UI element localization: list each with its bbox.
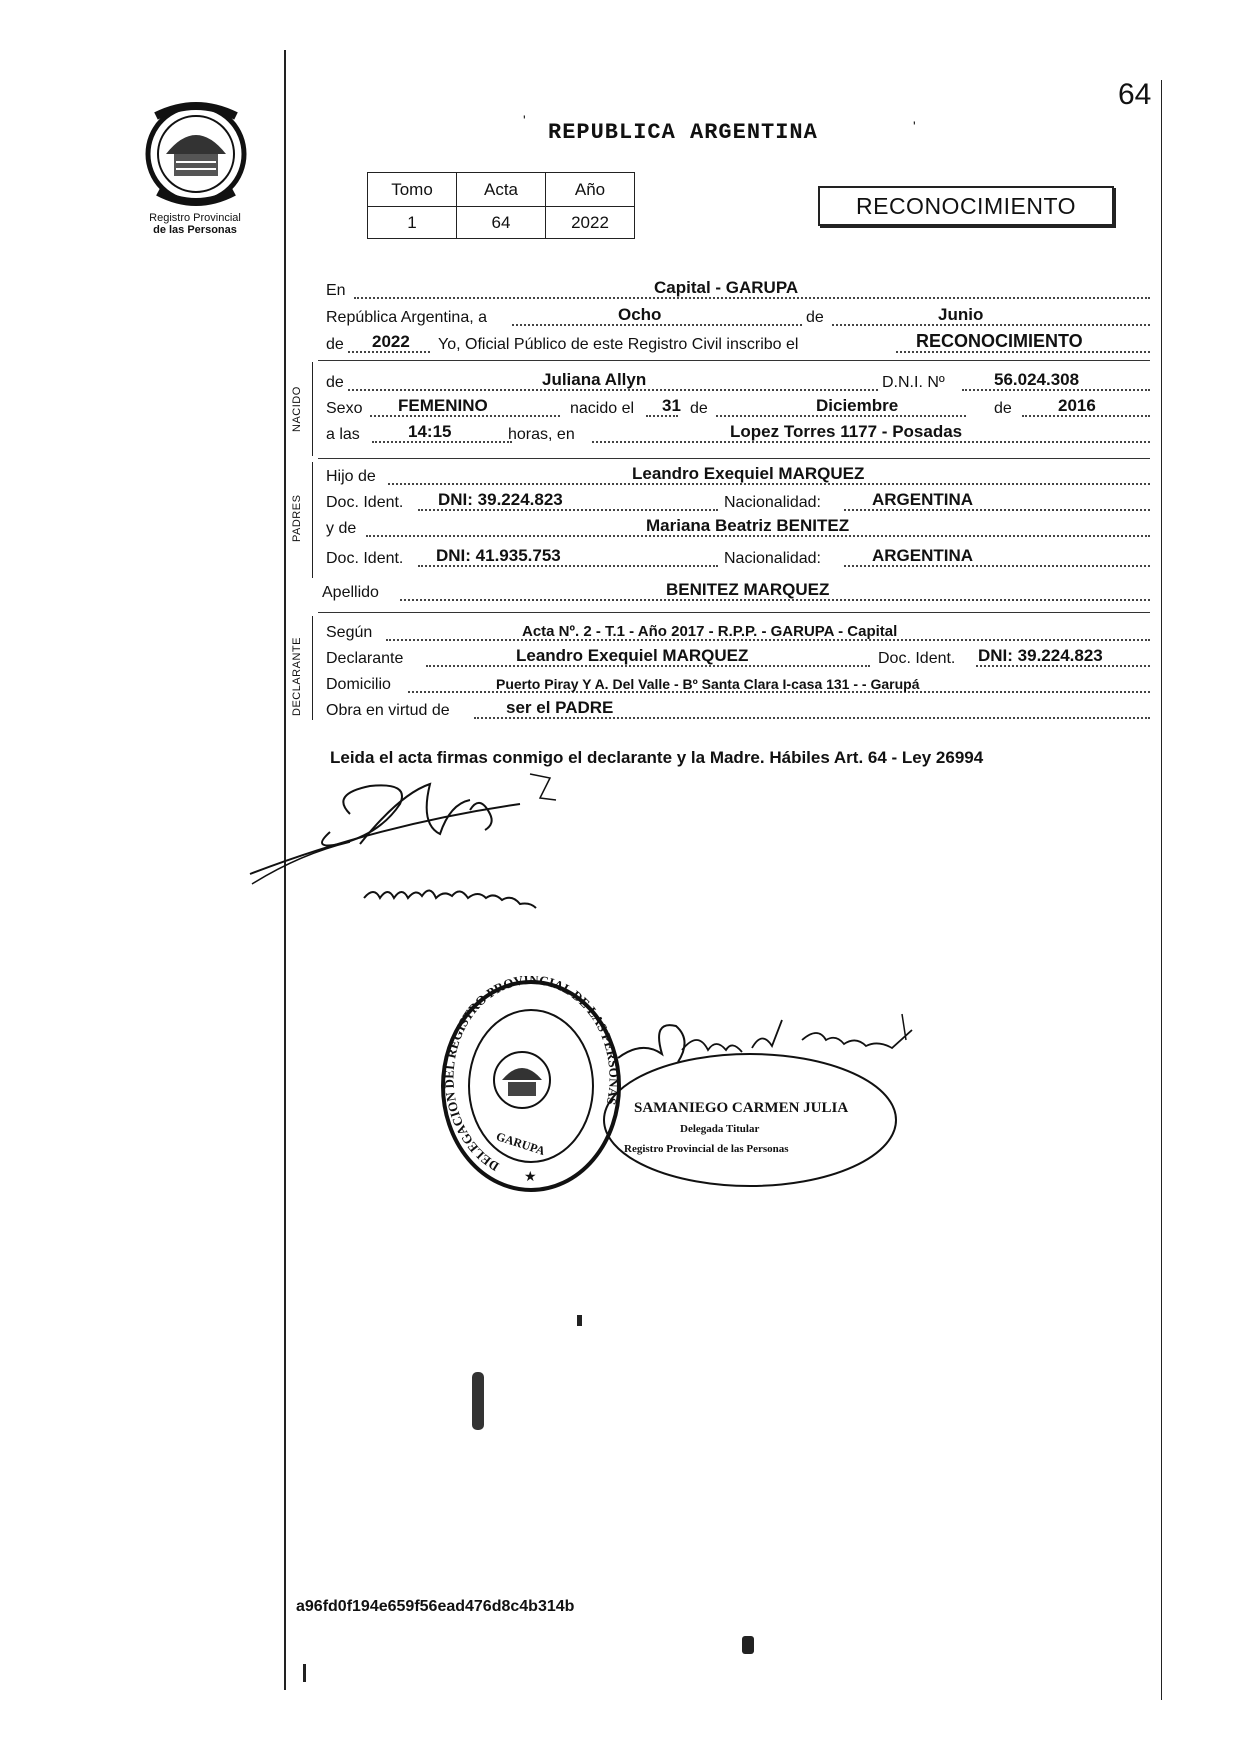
row-obra (326, 696, 1150, 722)
doc-ident-label: Doc. Ident. (326, 550, 404, 567)
stamp-locality: GARUPA (494, 1129, 547, 1159)
official-name: SAMANIEGO CARMEN JULIA (634, 1100, 849, 1116)
nacido-anio: 2016 (1058, 396, 1096, 415)
row-padre-doc (326, 488, 1150, 514)
declarante-nombre: Leandro Exequiel MARQUEZ (516, 646, 749, 665)
horas-en-label: horas, en (508, 426, 575, 443)
logo-caption (122, 212, 268, 236)
mother-signature (360, 868, 580, 918)
madre-nombre: Mariana Beatriz BENITEZ (646, 516, 850, 535)
declarante-doc: DNI: 39.224.823 (978, 646, 1103, 665)
section-divider (318, 612, 1150, 613)
official-signature (612, 1010, 922, 1080)
page-number: 64 (1118, 78, 1152, 111)
segun-value: Acta Nº. 2 - T.1 - Año 2017 - R.P.P. - GARUPA - Capital (522, 623, 898, 640)
segun-label: Según (326, 624, 373, 641)
row-nacido-nombre (326, 368, 1150, 394)
section-bracket (312, 462, 313, 578)
nacido-dni: 56.024.308 (994, 370, 1080, 389)
tomo-value: 1 (368, 207, 457, 239)
row-segun (326, 618, 1150, 644)
nacido-el-label: nacido el (570, 400, 635, 417)
padre-doc: DNI: 39.224.823 (438, 490, 563, 509)
row-madre (326, 514, 1150, 540)
domicilio-label: Domicilio (326, 676, 391, 693)
nacido-dia: 31 (662, 396, 681, 415)
scan-speck (742, 1636, 754, 1654)
sexo-value: FEMENINO (398, 396, 488, 415)
row-declarante (326, 644, 1150, 670)
scan-mark: ' (523, 112, 526, 128)
de-label: de (690, 400, 708, 417)
registry-logo (136, 96, 256, 214)
section-divider (318, 458, 1150, 459)
doc-ident-label: Doc. Ident. (878, 650, 956, 667)
padre-nombre: Leandro Exequiel MARQUEZ (632, 464, 865, 483)
sexo-label: Sexo (326, 400, 363, 417)
padres-side-label: PADRES (291, 494, 303, 542)
svg-text:★: ★ (524, 1168, 537, 1184)
nacido-nombre: Juliana Allyn (542, 370, 647, 389)
apellido-value: BENITEZ MARQUEZ (666, 580, 830, 599)
document-title: REPUBLICA ARGENTINA (548, 120, 818, 145)
row-fecha (326, 303, 1150, 329)
nacido-hora: 14:15 (408, 422, 452, 441)
obra-value: ser el PADRE (506, 698, 614, 717)
row-oficial (326, 330, 1150, 356)
de-label: de (994, 400, 1012, 417)
logo-caption-line2: de las Personas (153, 224, 237, 236)
record-type-box: RECONOCIMIENTO (818, 186, 1114, 226)
declarante-label: Declarante (326, 650, 404, 667)
stamp-ring-text: DELEGACION DEL REGISTRO PROVINCIAL DE LAS PERSONAS (441, 976, 622, 1175)
row-apellido (322, 578, 1150, 604)
registry-round-stamp (436, 976, 626, 1196)
nacido-mes: Diciembre (816, 396, 899, 415)
nacionalidad-label: Nacionalidad: (724, 494, 821, 511)
madre-doc: DNI: 41.935.753 (436, 546, 561, 565)
dni-label: D.N.I. Nº (882, 374, 945, 391)
lugar-value: Capital - GARUPA (654, 278, 799, 297)
domicilio-value: Puerto Piray Y A. Del Valle - Bº Santa Clara I-casa 131 - - Garupá (496, 676, 920, 692)
madre-nacionalidad: ARGENTINA (872, 546, 974, 565)
logo-caption-line1: Registro Provincial (149, 212, 241, 224)
republica-label: República Argentina, a (326, 309, 487, 326)
acta-value: 64 (457, 207, 546, 239)
apellido-label: Apellido (322, 584, 379, 601)
de-label: de (806, 309, 824, 326)
scan-speck (303, 1664, 306, 1682)
official-role: Delegada Titular (680, 1123, 760, 1135)
section-bracket (312, 362, 313, 456)
acta-header: Acta (457, 173, 546, 207)
nacido-lugar: Lopez Torres 1177 - Posadas (730, 422, 963, 441)
row-en (326, 276, 1150, 302)
mes-value: Junio (938, 305, 984, 324)
oficial-text: Yo, Oficial Público de este Registro Civil inscribo el (438, 336, 799, 353)
record-table (367, 172, 635, 239)
de-label: de (326, 374, 344, 391)
nacionalidad-label: Nacionalidad: (724, 550, 821, 567)
official-office: Registro Provincial de las Personas (624, 1143, 789, 1155)
acto-value: RECONOCIMIENTO (916, 331, 1083, 351)
de-anio-label: de (326, 336, 344, 353)
scan-speck (472, 1372, 484, 1430)
en-label: En (326, 282, 346, 299)
scan-mark: ' (913, 118, 916, 134)
obra-label: Obra en virtud de (326, 702, 450, 719)
row-domicilio (326, 670, 1150, 696)
scan-speck (577, 1315, 582, 1326)
row-madre-doc (326, 544, 1150, 570)
y-de-label: y de (326, 520, 357, 537)
row-hora (326, 420, 1150, 446)
right-margin-line (1161, 80, 1162, 1700)
anio-value: 2022 (372, 332, 410, 351)
section-divider (318, 360, 1150, 361)
doc-ident-label: Doc. Ident. (326, 494, 404, 511)
document-hash: a96fd0f194e659f56ead476d8c4b314b (296, 1598, 575, 1615)
a-las-label: a las (326, 426, 360, 443)
dia-value: Ocho (618, 305, 662, 324)
nacido-side-label: NACIDO (291, 386, 303, 432)
row-padre (326, 462, 1150, 488)
anio-header: Año (546, 173, 635, 207)
declarante-side-label: DECLARANTE (291, 637, 303, 716)
closing-text: Leida el acta firmas conmigo el declarante y la Madre. Hábiles Art. 64 - Ley 26994 (330, 748, 984, 767)
padre-nacionalidad: ARGENTINA (872, 490, 974, 509)
hijo-de-label: Hijo de (326, 468, 376, 485)
section-bracket (312, 616, 313, 720)
tomo-header: Tomo (368, 173, 457, 207)
row-sexo (326, 394, 1150, 420)
anio-value: 2022 (546, 207, 635, 239)
